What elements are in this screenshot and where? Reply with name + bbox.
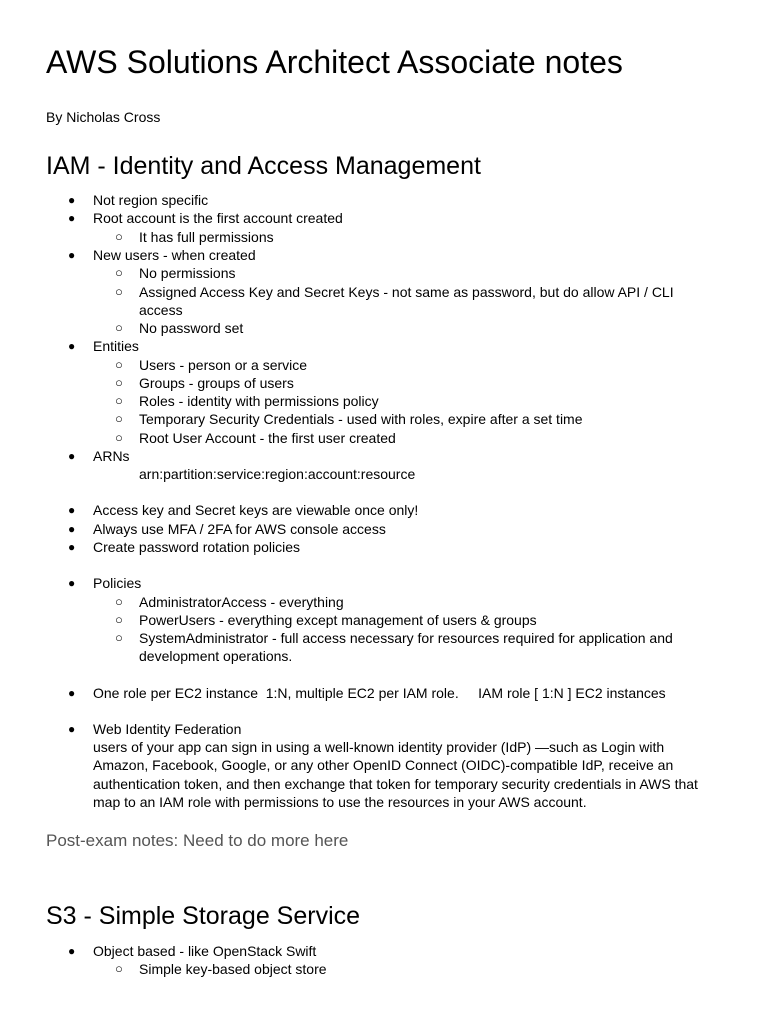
list-item: Entities [93,338,139,354]
hollow-bullet-icon: ○ [115,961,123,976]
list-item: Roles - identity with permissions policy [139,393,379,409]
bullet-icon: ● [68,576,76,590]
list-item-continuation: access [139,302,183,318]
web-identity-text: authentication token, and then exchange that token for temporary security credentials in AWS that [93,776,698,792]
bullet-icon: ● [68,522,76,536]
list-item: No password set [139,320,244,336]
hollow-bullet-icon: ○ [115,411,123,426]
list-item: No permissions [139,265,236,281]
list-item: Root User Account - the first user created [139,430,396,446]
hollow-bullet-icon: ○ [115,430,123,445]
list-item: AdministratorAccess - everything [139,594,344,610]
bullet-icon: ● [68,722,76,736]
bullet-icon: ● [68,449,76,463]
list-item: Root account is the first account created [93,210,343,226]
bullet-icon: ● [68,339,76,353]
list-item: Create password rotation policies [93,539,300,555]
hollow-bullet-icon: ○ [115,594,123,609]
post-exam-note: Post-exam notes: Need to do more here [46,831,349,850]
list-item: Temporary Security Credentials - used with roles, expire after a set time [139,411,583,427]
list-item: ARNs [93,448,130,464]
list-item: Always use MFA / 2FA for AWS console access [93,521,386,537]
list-item-continuation: development operations. [139,648,293,664]
list-item: Groups - groups of users [139,375,294,391]
list-item: It has full permissions [139,229,274,245]
bullet-icon: ● [68,503,76,517]
author-line: By Nicholas Cross [46,109,161,125]
list-item: PowerUsers - everything except management of users & groups [139,612,537,628]
hollow-bullet-icon: ○ [115,229,123,244]
hollow-bullet-icon: ○ [115,612,123,627]
list-item: SystemAdministrator - full access necessary for resources required for application and [139,630,673,646]
arn-format: arn:partition:service:region:account:resource [139,466,416,482]
web-identity-text: map to an IAM role with permissions to use the resources in your AWS account. [93,794,587,810]
list-item: Access key and Secret keys are viewable once only! [93,502,419,518]
hollow-bullet-icon: ○ [115,357,123,372]
list-item: Web Identity Federation [93,721,242,737]
hollow-bullet-icon: ○ [115,320,123,335]
bullet-icon: ● [68,686,76,700]
list-item: Not region specific [93,192,209,208]
list-item: Assigned Access Key and Secret Keys - not same as password, but do allow API / CLI [139,284,674,300]
web-identity-text: Amazon, Facebook, Google, or any other OpenID Connect (OIDC)-compatible IdP, receive an [93,757,674,773]
bullet-icon: ● [68,248,76,262]
document-title: AWS Solutions Architect Associate notes [46,44,623,80]
list-item: Object based - like OpenStack Swift [93,943,317,959]
bullet-icon: ● [68,944,76,958]
s3-heading: S3 - Simple Storage Service [46,902,361,930]
hollow-bullet-icon: ○ [115,284,123,299]
bullet-icon: ● [68,540,76,554]
list-item: Policies [93,575,142,591]
list-item: New users - when created [93,247,256,263]
bullet-icon: ● [68,193,76,207]
list-item: Users - person or a service [139,357,308,373]
hollow-bullet-icon: ○ [115,375,123,390]
web-identity-text: users of your app can sign in using a well-known identity provider (IdP) —such as Login with [93,739,665,755]
bullet-icon: ● [68,211,76,225]
iam-heading: IAM - Identity and Access Management [46,152,481,180]
hollow-bullet-icon: ○ [115,265,123,280]
list-item: Simple key-based object store [139,961,327,977]
list-item: One role per EC2 instance 1:N, multiple EC2 per IAM role. IAM role [ 1:N ] EC2 instances [93,685,666,701]
hollow-bullet-icon: ○ [115,630,123,645]
hollow-bullet-icon: ○ [115,393,123,408]
